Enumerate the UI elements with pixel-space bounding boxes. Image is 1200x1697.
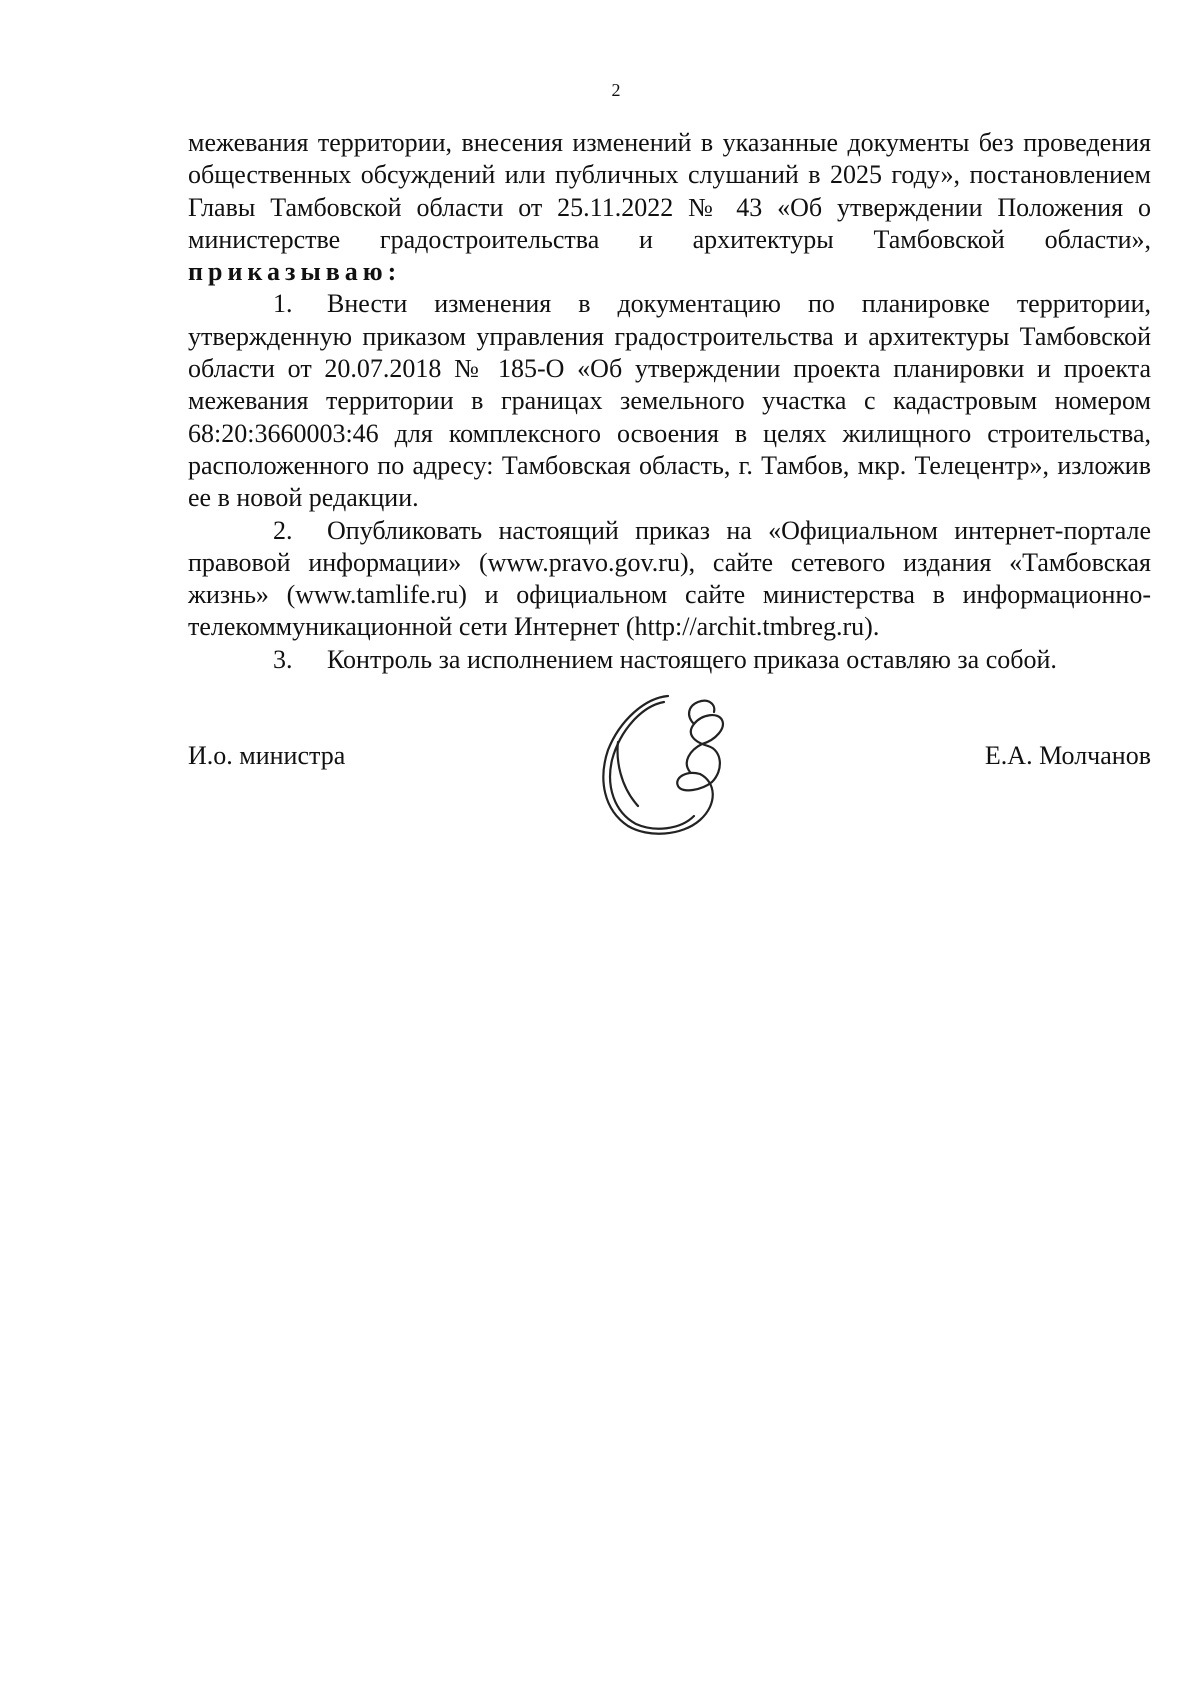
list-item-text: Внести изменения в документацию по планировке территории, утвержденную приказом управления градостроительства и архитектуры Тамбовской области от 20.07.2018 № 185-О «Об утверждении проекта планировки и проекта межевания территории в границах земельного участка с кадастровым номером 68:20:3660003:46 для комплексного освоения в целях жилищного строительства, расположенного по адресу: Тамбовская область, г. Тамбов, мкр. Телецентр», изложив ее в новой редакции. (188, 289, 1151, 513)
list-item-number: 2. (273, 515, 293, 545)
signer-title: И.о. министра (188, 741, 346, 770)
list-item-number: 1. (273, 289, 293, 319)
decree-word: приказываю: (188, 257, 402, 287)
page-number: 2 (611, 80, 621, 100)
list-item-text: Опубликовать настоящий приказ на «Официальном интернет-портале правовой информации» (www.pravo.gov.ru), сайте сетевого издания «Тамбовская жизнь» (www.tamlife.ru) и официальном сайте министерства в информационно-телекоммуникационной сети Интернет (http://archit.tmbreg.ru). (188, 515, 1151, 642)
list-item-number: 3. (273, 644, 293, 674)
list-item (188, 644, 1151, 676)
intro-text: межевания территории, внесения изменений в указанные документы без проведения общественных обсуждений или публичных слушаний в 2025 году», постановлением Главы Тамбовской области от 25.11.2022 № 43 «Об утверждении Положения о министерстве градостроительства и архитектуры Тамбовской области», (188, 128, 1151, 254)
list-item-text: Контроль за исполнением настоящего приказа оставляю за собой. (327, 644, 1057, 674)
document-body (188, 127, 1151, 676)
list-item (188, 515, 1151, 644)
signer-name: Е.А. Молчанов (984, 741, 1151, 770)
list-item (188, 288, 1151, 514)
handwritten-signature-icon (590, 690, 740, 840)
intro-paragraph (188, 127, 1151, 288)
